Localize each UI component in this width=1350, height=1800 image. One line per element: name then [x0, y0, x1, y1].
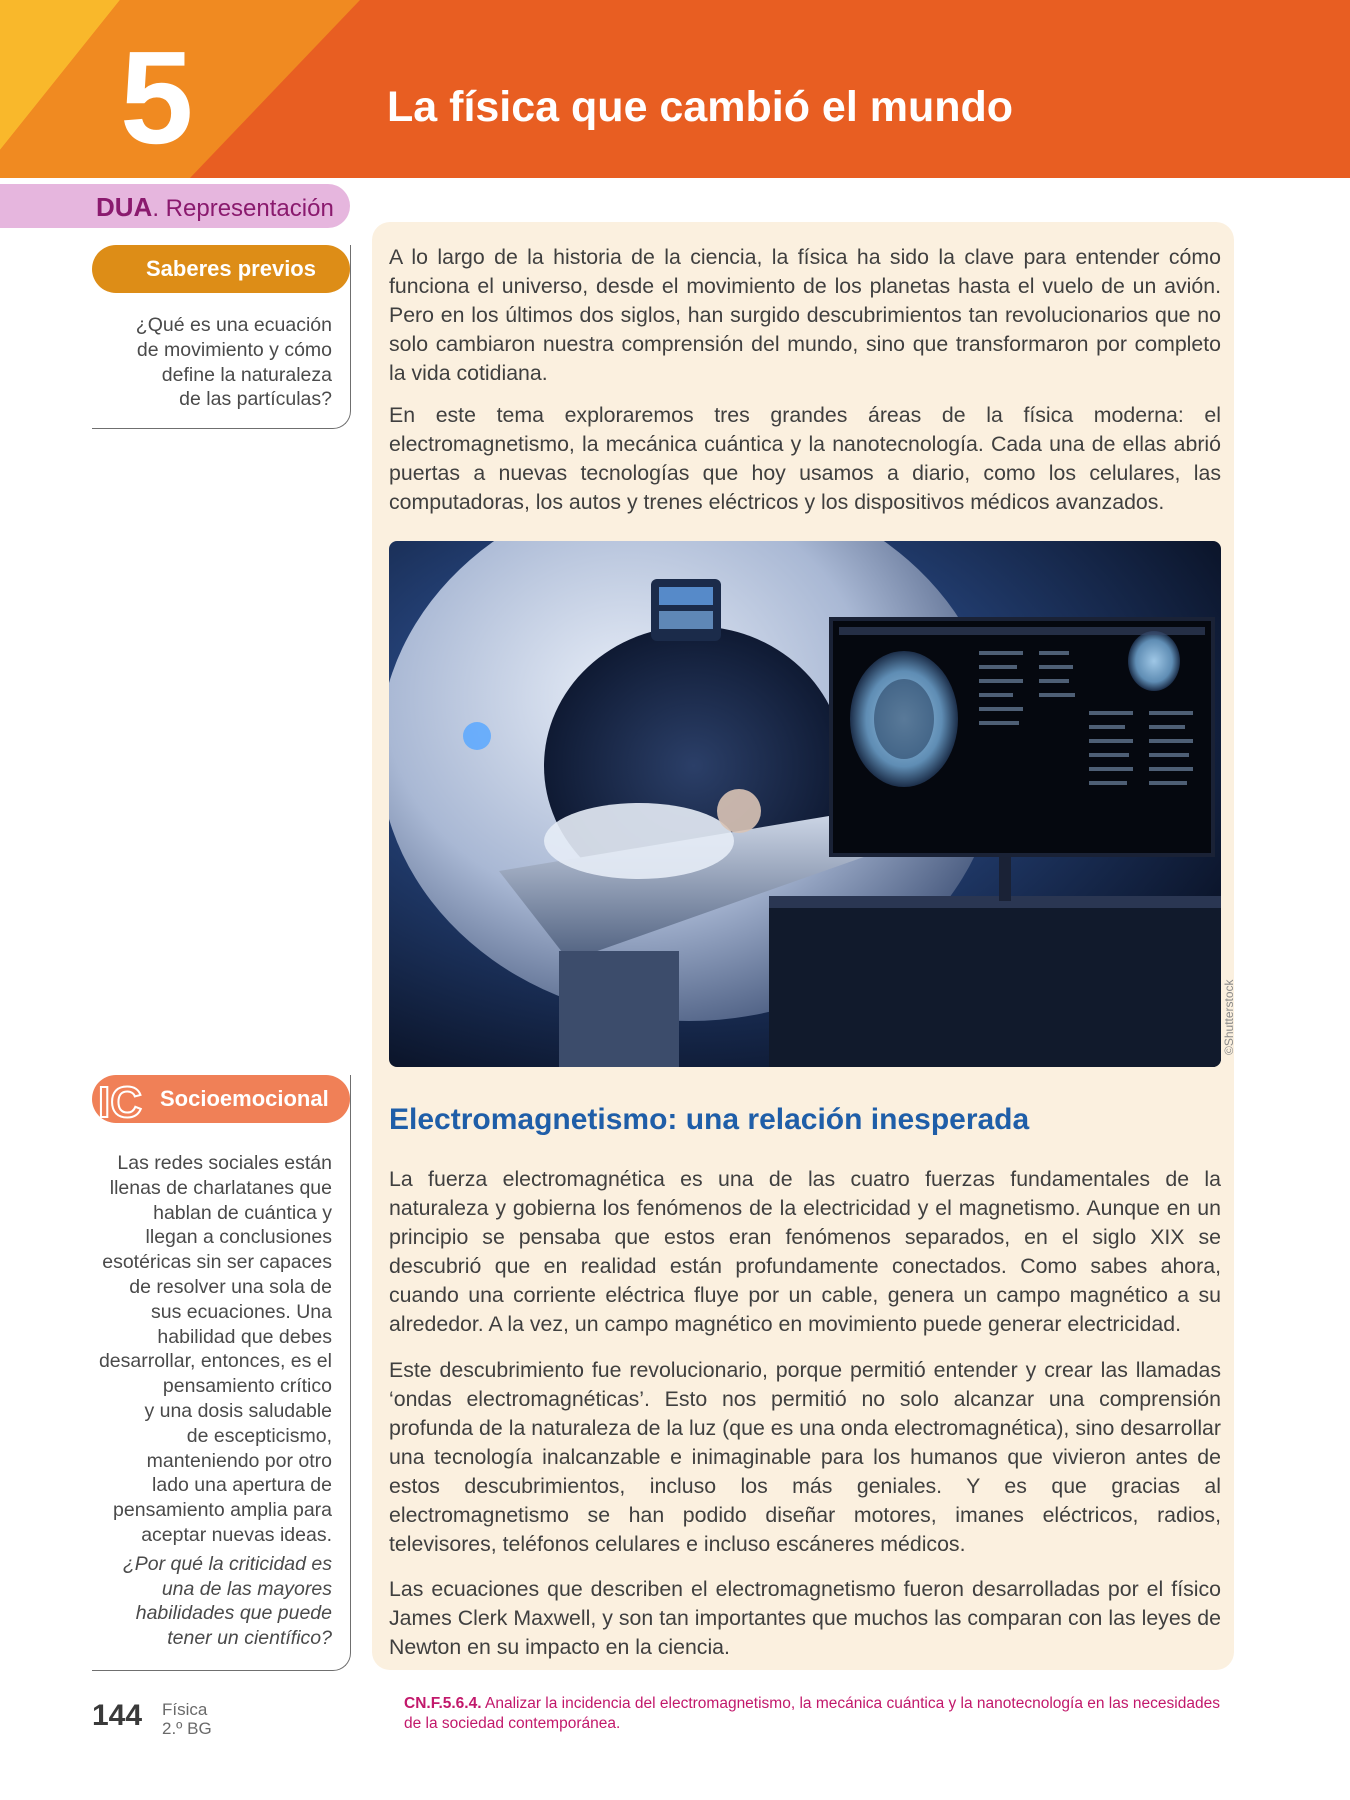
saberes-previos-pill [92, 245, 350, 293]
section-paragraph-2: Este descubrimiento fue revolucionario, porque permitió entender y crear las llamadas ‘ondas electromagnéticas’. Esto nos permitió no solo alcanzar una comprensión profunda de la naturaleza de la luz (que es una onda electromagnética), sino desarrollar una tecnología inalcanzable e inimaginable para los humanos que vivieron antes de estos descubrimientos, incluso los más geniales. Y es que gracias al electromagnetismo se han podido diseñar motores, imanes eléctricos, radios, televisores, teléfonos celulares e incluso escáneres médicos. [389, 1358, 1221, 1556]
socio-line: pensamiento amplia para [113, 1499, 332, 1522]
image-credit: ©Shutterstock [1222, 979, 1236, 1055]
page-number: 144 [92, 1699, 143, 1732]
intro-paragraph-1: A lo largo de la historia de la ciencia, la física ha sido la clave para entender cómo funciona el universo, desde el movimiento de los planetas hasta el vuelo de un avión. Pero en los últimos dos siglos, han surgido descubrimientos tan revolucionarios que no solo cambiaron nuestra comprensión del mundo, sino que transformaron por completo la vida cotidiana. [389, 245, 1221, 385]
dua-label [96, 192, 334, 224]
mri-scanner-photo [389, 541, 1221, 1067]
footer-grade: 2.º BG [162, 1719, 212, 1738]
chapter-number: 5 [120, 24, 194, 171]
socioemocional-text [99, 1151, 332, 1651]
socio-line: Las redes sociales están [117, 1152, 332, 1174]
intro-paragraph-2: En este tema exploraremos tres grandes áreas de la física moderna: el electromagnetismo, la mecánica cuántica y la nanotecnología. Cada una de ellas abrió puertas a nuevas tecnologías que hoy usamos a diario, como los celulares, las computadoras, los autos y trenes eléctricos y los dispositivos médicos avanzados. [389, 403, 1221, 514]
socioemocional-title: Socioemocional [160, 1086, 329, 1111]
socio-line: llenas de charlatanes que [109, 1176, 332, 1199]
section-paragraph-1: La fuerza electromagnética es una de las cuatro fuerzas fundamentales de la naturaleza y gobierna los fenómenos de la electricidad y el magnetismo. Aunque en un principio se pensaba que estos eran fenómenos separados, en el siglo XIX se descubrió que en realidad están profundamente conectados. Como sabes ahora, cuando una corriente eléctrica fluye por un cable, genera un campo magnético a su alrededor. A la vez, un campo magnético en movimiento puede generar electricidad. [389, 1167, 1221, 1336]
dua-label-bold: DUA [96, 192, 153, 222]
socio-line: sus ecuaciones. Una [150, 1300, 332, 1323]
socio-line: de escepticismo, [186, 1424, 332, 1447]
saberes-line: de las partículas? [179, 388, 332, 411]
curriculum-criterion [404, 1694, 1224, 1734]
socio-line: hablan de cuántica y [153, 1201, 332, 1224]
saberes-previos-title: Saberes previos [146, 256, 316, 281]
socioemocional-pill [92, 1075, 350, 1123]
socio-line: manteniendo por otro [146, 1449, 332, 1472]
chapter-title: La física que cambió el mundo [387, 83, 1014, 131]
footer-subject [162, 1700, 212, 1738]
socio-line: habilidad que debes [157, 1325, 332, 1348]
ic-logo-letters: IC [98, 1079, 142, 1121]
section-heading: Electromagnetismo: una relación inesperada [389, 1103, 1030, 1136]
socio-line: lado una apertura de [152, 1474, 332, 1497]
footer-subject-name: Física [162, 1700, 208, 1719]
socioemocional-box [92, 1075, 351, 1671]
ic-logo-icon [96, 1079, 158, 1121]
saberes-line: de movimiento y cómo [136, 338, 332, 361]
saberes-line: define la naturaleza [161, 363, 332, 386]
socio-question-line: tener un científico? [167, 1627, 332, 1650]
socio-line: de resolver una sola de [129, 1275, 332, 1298]
socio-question-line: una de las mayores [161, 1577, 332, 1600]
criterion-text: Analizar la incidencia del electromagnetismo, la mecánica cuántica y la nanotecnología en las necesidades de la sociedad contemporánea. [404, 1695, 1220, 1732]
socio-line: pensamiento crítico [162, 1375, 332, 1398]
chapter-header [0, 0, 1350, 178]
socio-line: llegan a conclusiones [145, 1226, 332, 1249]
socio-line: esotéricas sin ser capaces [102, 1251, 332, 1274]
socio-question-line: habilidades que puede [135, 1602, 332, 1625]
section-paragraph-3: Las ecuaciones que describen el electromagnetismo fueron desarrolladas por el físico James Clerk Maxwell, y son tan importantes que muchos las comparan con las leyes de Newton en su impacto en la ciencia. [389, 1577, 1221, 1659]
socio-line: desarrollar, entonces, es el [98, 1350, 332, 1373]
dua-tag [0, 184, 350, 228]
socio-line: aceptar nuevas ideas. [141, 1523, 332, 1546]
socio-line: y una dosis saludable [144, 1399, 332, 1422]
socio-question-line: ¿Por qué la criticidad es [122, 1552, 332, 1575]
criterion-code: CN.F.5.6.4. [404, 1695, 482, 1712]
saberes-previos-question [136, 313, 332, 412]
dua-label-rest: . Representación [152, 195, 334, 222]
saberes-previos-box [92, 245, 351, 429]
saberes-line: ¿Qué es una ecuación [135, 314, 332, 336]
mri-scene-illustration [389, 541, 1221, 1067]
